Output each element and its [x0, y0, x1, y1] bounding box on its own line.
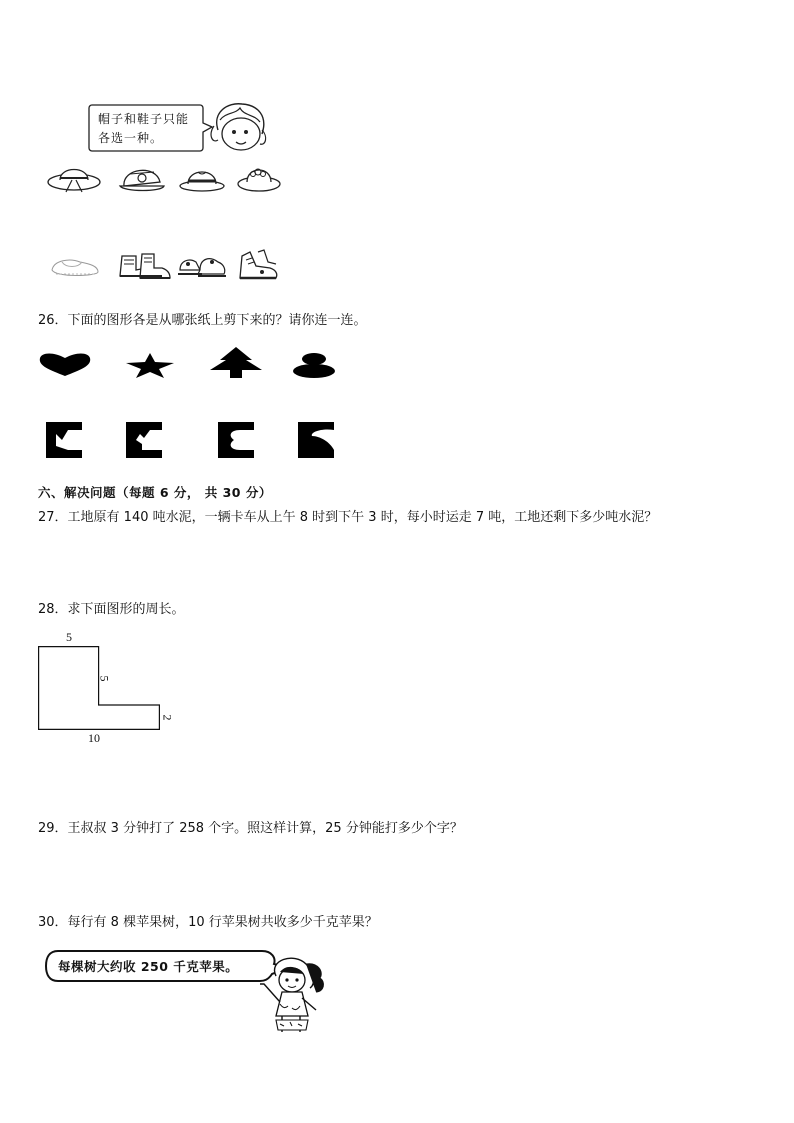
- cap-icon: [118, 160, 168, 196]
- slipper-icon: [48, 250, 102, 280]
- fedora-icon: [178, 162, 226, 194]
- section6-title: 六、解决问题（每题 6 分， 共 30 分）: [38, 485, 272, 500]
- q29-text: 29．王叔叔 3 分钟打了 258 个字。照这样计算，25 分钟能打多少个字？: [38, 821, 463, 836]
- girl-pointing-icon: [254, 954, 330, 1036]
- q26-text: 26．下面的图形各是从哪张纸上剪下来的？请你连一连。: [38, 313, 367, 328]
- q28-text: 28．求下面图形的周长。: [38, 602, 185, 617]
- label-top-length: 5: [66, 630, 72, 644]
- sneaker-icon: [176, 248, 228, 280]
- q27-text: 27．工地原有 140 吨水泥，一辆卡车从上午 8 时到下午 3 时，每小时运走 7 吨，工地还剩下多少吨水泥？: [38, 510, 658, 525]
- q25-bubble-line2: 各选一种。: [98, 131, 164, 145]
- curve-cut-paper-icon: [298, 422, 334, 458]
- star-cut-paper-icon: [126, 422, 162, 458]
- girl-face-icon: [210, 100, 270, 155]
- tree-shape-icon: [208, 346, 264, 378]
- q25-bubble-line1: 帽子和鞋子只能: [98, 112, 190, 126]
- heart-cut-paper-icon: [218, 422, 254, 458]
- heart-shape-icon: [38, 352, 92, 378]
- flower-hat-icon: [236, 160, 282, 194]
- q30-text: 30．每行有 8 棵苹果树，10 行苹果树共收多少千克苹果？: [38, 915, 378, 930]
- label-bottom-length: 10: [88, 731, 100, 745]
- sport-shoe-icon: [236, 248, 282, 282]
- l-shape-figure: [38, 646, 162, 730]
- label-right-height: 2: [160, 714, 175, 721]
- zigzag-cut-paper-icon: [46, 422, 82, 458]
- mushroom-shape-icon: [292, 352, 336, 378]
- boot-icon: [116, 246, 172, 282]
- label-inner-height: 5: [97, 675, 112, 682]
- sun-hat-icon: [46, 160, 102, 196]
- star-shape-icon: [124, 352, 176, 378]
- q30-callout-text: 每棵树大约收 250 千克苹果。: [58, 959, 239, 974]
